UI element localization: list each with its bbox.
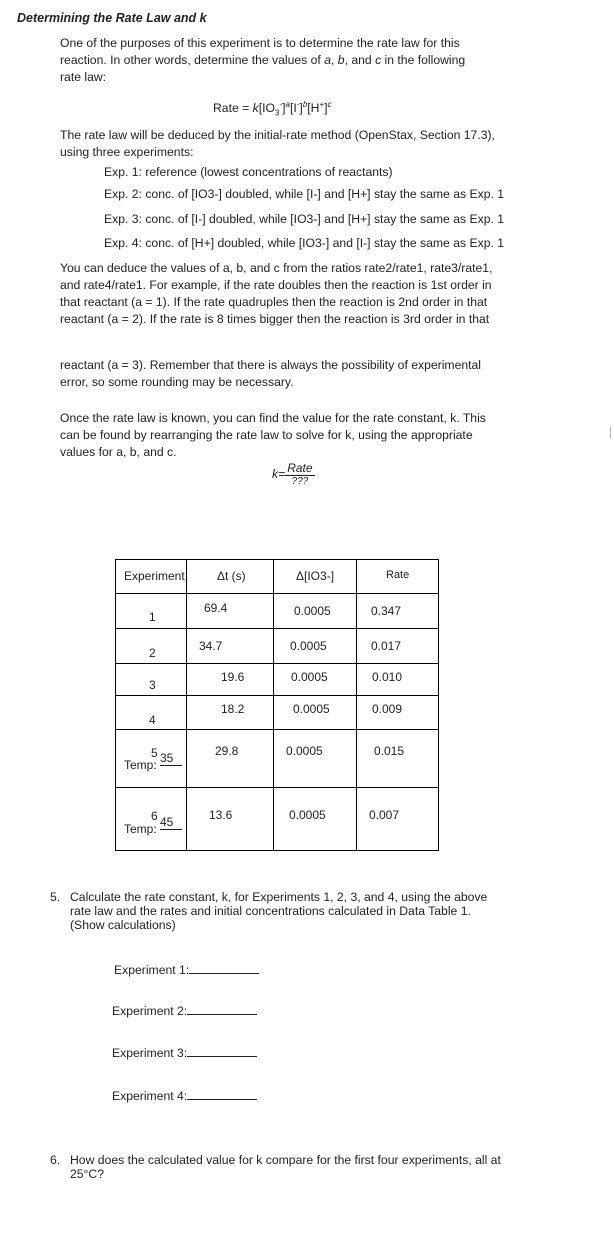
intro-line-3: rate law: xyxy=(60,70,107,84)
page-edge-mark xyxy=(610,427,614,439)
header-experiment: Experiment xyxy=(116,560,187,594)
section-heading: Determining the Rate Law and k xyxy=(17,11,207,25)
deduce-paragraph: You can deduce the values of a, b, and c from the ratios rate2/rate1, rate3/rate1, and rate4/rate1. For example, if the rate doubles then the reaction is 1st order in that reactant (a = 1). If the rate quadruples then the reaction is 2nd order in that reactant (a = 2). If the rate is 8 times bigger then the reaction is 3rd order in that xyxy=(60,261,493,326)
experiment-list-item-4: Exp. 4: conc. of [H+] doubled, while [IO3-] and [I-] stay the same as Exp. 1 xyxy=(104,236,505,250)
table-row: 3 19.6 0.0005 0.010 xyxy=(116,664,439,696)
answer-blank-2[interactable] xyxy=(187,1003,257,1015)
continuation-paragraph: reactant (a = 3). Remember that there is always the possibility of experimental error, so some rounding may be necessary. xyxy=(60,358,481,389)
data-table xyxy=(115,559,439,851)
header-rate: Rate xyxy=(357,560,439,594)
experiment-list-item-1: Exp. 1: reference (lowest concentrations of reactants) xyxy=(104,165,393,179)
header-delta-t: Δt (s) xyxy=(187,560,274,594)
intro-line-1: One of the purposes of this experiment is to determine the rate law for this xyxy=(60,36,460,50)
rate-law-equation: Rate = $k[IO_3^-]^a[I^-]^b[H^+]^c$ xyxy=(213,100,332,118)
experiment-list-item-2: Exp. 2: conc. of [IO3-] doubled, while [I-] and [H+] stay the same as Exp. 1 xyxy=(104,187,505,201)
answer-experiment-3: Experiment 3: xyxy=(112,1045,257,1060)
table-row: 4 18.2 0.0005 0.009 xyxy=(116,696,439,730)
temp-value-5: 35 xyxy=(160,751,182,766)
k-formula: k= $\frac{\text{Rate}}{???}$ xyxy=(272,461,313,487)
answer-experiment-4: Experiment 4: xyxy=(112,1088,257,1103)
answer-blank-1[interactable] xyxy=(189,962,259,974)
table-row: 6 Temp: 45 13.6 0.0005 0.007 xyxy=(116,788,439,851)
answer-blank-4[interactable] xyxy=(187,1088,257,1100)
table-row: 2 34.7 0.0005 0.017 xyxy=(116,629,439,664)
experiment-list-item-3: Exp. 3: conc. of [I-] doubled, while [IO3-] and [H+] stay the same as Exp. 1 xyxy=(104,212,505,226)
intro-line-2: reaction. In other words, determine the values of a, b, and c in the following xyxy=(60,53,466,67)
table-row: 5 Temp: 35 29.8 0.0005 0.015 xyxy=(116,730,439,788)
temp-value-6: 45 xyxy=(160,815,182,830)
table-row: 1 69.4 0.0005 0.347 xyxy=(116,594,439,629)
answer-experiment-1: Experiment 1: xyxy=(114,962,259,977)
intro-paragraph xyxy=(60,35,540,86)
method-paragraph: The rate law will be deduced by the initial-rate method (OpenStax, Section 17.3), using three experiments: xyxy=(60,128,495,159)
answer-experiment-2: Experiment 2: xyxy=(112,1003,257,1018)
rate-constant-paragraph: Once the rate law is known, you can find the value for the rate constant, k. This can be found by rearranging the rate law to solve for k, using the appropriate values for a, b, and c. xyxy=(60,411,486,459)
header-delta-io3: Δ[IO3-] xyxy=(274,560,357,594)
answer-blank-3[interactable] xyxy=(187,1045,257,1057)
